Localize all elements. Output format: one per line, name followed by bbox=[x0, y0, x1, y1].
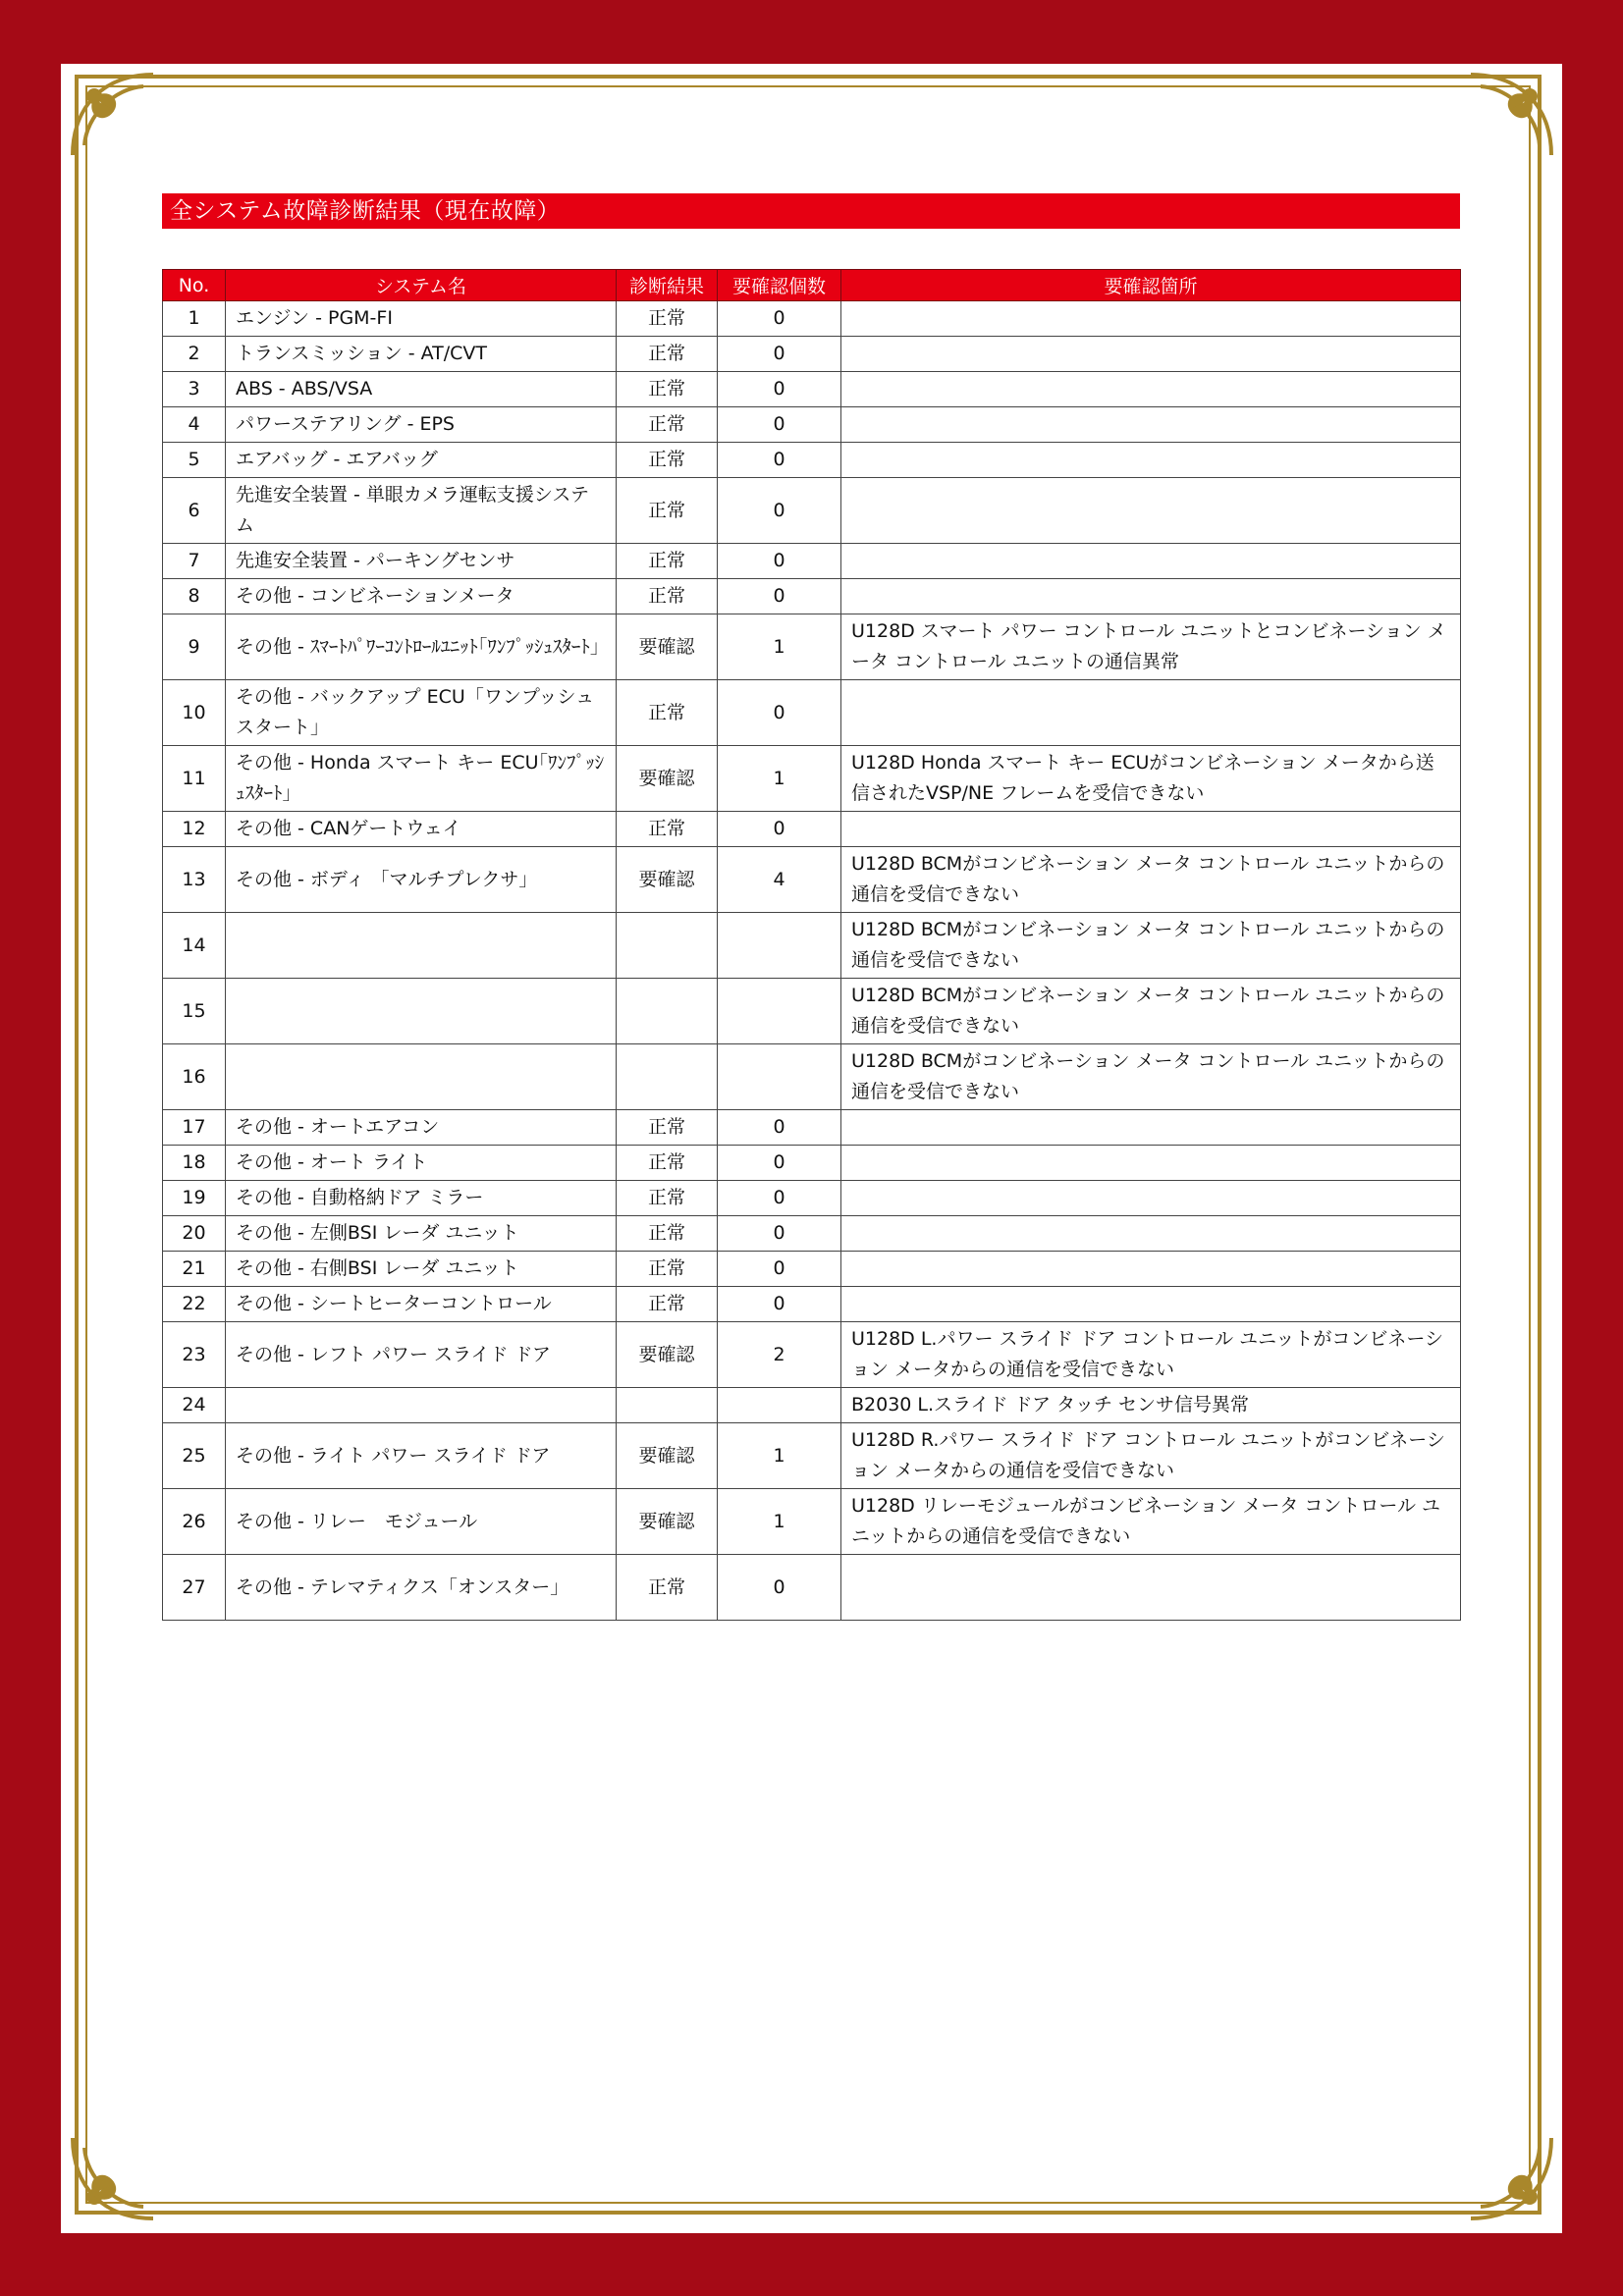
table-row bbox=[163, 680, 1461, 746]
corner-ornament-icon bbox=[1466, 67, 1559, 160]
table-row bbox=[163, 1388, 1461, 1423]
check-count-cell: 2 bbox=[718, 1322, 841, 1388]
diagnosis-result-cell: 正常 bbox=[617, 1252, 718, 1287]
row-number: 4 bbox=[163, 407, 226, 443]
row-number: 6 bbox=[163, 478, 226, 544]
diagnosis-result-cell: 正常 bbox=[617, 680, 718, 746]
check-location-cell: U128D BCMがコンビネーション メータ コントロール ユニットからの通信を受信できない bbox=[841, 913, 1461, 979]
check-count-cell bbox=[718, 1388, 841, 1423]
row-number: 2 bbox=[163, 337, 226, 372]
row-number: 22 bbox=[163, 1287, 226, 1322]
system-name-cell: その他 - 左側BSI レーダ ユニット bbox=[226, 1216, 617, 1252]
table-row bbox=[163, 372, 1461, 407]
diagnosis-table bbox=[162, 269, 1461, 1621]
diagnosis-result-cell: 正常 bbox=[617, 478, 718, 544]
check-count-cell: 1 bbox=[718, 746, 841, 812]
row-number: 9 bbox=[163, 614, 226, 680]
check-count-cell: 0 bbox=[718, 478, 841, 544]
table-row bbox=[163, 913, 1461, 979]
table-row bbox=[163, 1322, 1461, 1388]
check-location-cell bbox=[841, 1216, 1461, 1252]
system-name-cell: その他 - ライト パワー スライド ドア bbox=[226, 1423, 617, 1489]
table-row bbox=[163, 1110, 1461, 1146]
system-name-cell bbox=[226, 913, 617, 979]
row-number: 1 bbox=[163, 301, 226, 337]
system-name-cell: その他 - オートエアコン bbox=[226, 1110, 617, 1146]
check-location-cell: U128D BCMがコンビネーション メータ コントロール ユニットからの通信を受信できない bbox=[841, 847, 1461, 913]
table-row bbox=[163, 443, 1461, 478]
column-header-no: No. bbox=[163, 270, 226, 301]
row-number: 5 bbox=[163, 443, 226, 478]
diagnosis-result-cell: 正常 bbox=[617, 1287, 718, 1322]
check-location-cell bbox=[841, 1181, 1461, 1216]
check-location-cell bbox=[841, 478, 1461, 544]
check-location-cell: U128D リレーモジュールがコンビネーション メータ コントロール ユニットからの通信を受信できない bbox=[841, 1489, 1461, 1555]
diagnosis-result-cell bbox=[617, 979, 718, 1044]
diagnosis-result-cell: 正常 bbox=[617, 544, 718, 579]
row-number: 27 bbox=[163, 1555, 226, 1621]
column-header-location: 要確認箇所 bbox=[841, 270, 1461, 301]
check-location-cell bbox=[841, 1146, 1461, 1181]
diagnosis-result-cell: 正常 bbox=[617, 1181, 718, 1216]
table-row bbox=[163, 1287, 1461, 1322]
check-count-cell: 4 bbox=[718, 847, 841, 913]
table-row bbox=[163, 1216, 1461, 1252]
row-number: 20 bbox=[163, 1216, 226, 1252]
system-name-cell: その他 - オート ライト bbox=[226, 1146, 617, 1181]
table-row bbox=[163, 337, 1461, 372]
system-name-cell: トランスミッション - AT/CVT bbox=[226, 337, 617, 372]
diagnosis-result-cell bbox=[617, 913, 718, 979]
check-location-cell: U128D BCMがコンビネーション メータ コントロール ユニットからの通信を受信できない bbox=[841, 979, 1461, 1044]
diagnosis-result-cell bbox=[617, 1388, 718, 1423]
check-location-cell bbox=[841, 680, 1461, 746]
check-location-cell bbox=[841, 579, 1461, 614]
table-row bbox=[163, 1181, 1461, 1216]
diagnosis-result-cell bbox=[617, 1044, 718, 1110]
check-location-cell bbox=[841, 1252, 1461, 1287]
diagnosis-result-cell: 正常 bbox=[617, 301, 718, 337]
row-number: 7 bbox=[163, 544, 226, 579]
check-location-cell: U128D Honda スマート キー ECUがコンビネーション メータから送信されたVSP/NE フレームを受信できない bbox=[841, 746, 1461, 812]
system-name-cell: その他 - ボディ 「マルチプレクサ」 bbox=[226, 847, 617, 913]
diagnosis-result-cell: 正常 bbox=[617, 372, 718, 407]
table-row bbox=[163, 812, 1461, 847]
corner-ornament-icon bbox=[65, 2133, 158, 2226]
diagnosis-result-cell: 正常 bbox=[617, 337, 718, 372]
check-location-cell: U128D BCMがコンビネーション メータ コントロール ユニットからの通信を受信できない bbox=[841, 1044, 1461, 1110]
system-name-cell: その他 - シートヒーターコントロール bbox=[226, 1287, 617, 1322]
column-header-count: 要確認個数 bbox=[718, 270, 841, 301]
check-location-cell bbox=[841, 443, 1461, 478]
system-name-cell: その他 - テレマティクス「オンスター」 bbox=[226, 1555, 617, 1621]
row-number: 26 bbox=[163, 1489, 226, 1555]
diagnosis-result-cell: 正常 bbox=[617, 1146, 718, 1181]
check-count-cell: 0 bbox=[718, 1181, 841, 1216]
check-count-cell: 0 bbox=[718, 372, 841, 407]
diagnosis-result-cell: 正常 bbox=[617, 1555, 718, 1621]
check-count-cell: 0 bbox=[718, 1555, 841, 1621]
row-number: 21 bbox=[163, 1252, 226, 1287]
row-number: 10 bbox=[163, 680, 226, 746]
table-row bbox=[163, 1555, 1461, 1621]
system-name-cell: その他 - 自動格納ドア ミラー bbox=[226, 1181, 617, 1216]
system-name-cell: その他 - Honda スマート キー ECU｢ﾜﾝﾌﾟｯｼｭｽﾀｰﾄ｣ bbox=[226, 746, 617, 812]
check-count-cell: 0 bbox=[718, 337, 841, 372]
row-number: 3 bbox=[163, 372, 226, 407]
table-row bbox=[163, 1489, 1461, 1555]
diagnosis-result-cell: 要確認 bbox=[617, 1322, 718, 1388]
system-name-cell: その他 - リレー モジュール bbox=[226, 1489, 617, 1555]
check-location-cell bbox=[841, 337, 1461, 372]
system-name-cell: 先進安全装置 - パーキングセンサ bbox=[226, 544, 617, 579]
system-name-cell: その他 - 右側BSI レーダ ユニット bbox=[226, 1252, 617, 1287]
row-number: 16 bbox=[163, 1044, 226, 1110]
check-location-cell: U128D L.パワー スライド ドア コントロール ユニットがコンビネーション メータからの通信を受信できない bbox=[841, 1322, 1461, 1388]
check-count-cell bbox=[718, 979, 841, 1044]
row-number: 14 bbox=[163, 913, 226, 979]
table-row bbox=[163, 614, 1461, 680]
check-count-cell: 0 bbox=[718, 544, 841, 579]
check-count-cell: 0 bbox=[718, 443, 841, 478]
system-name-cell: その他 - バックアップ ECU「ワンプッシュスタート」 bbox=[226, 680, 617, 746]
check-location-cell bbox=[841, 407, 1461, 443]
check-count-cell: 0 bbox=[718, 407, 841, 443]
check-count-cell bbox=[718, 1044, 841, 1110]
diagnosis-result-cell: 正常 bbox=[617, 1216, 718, 1252]
check-location-cell bbox=[841, 812, 1461, 847]
row-number: 8 bbox=[163, 579, 226, 614]
system-name-cell: エアバッグ - エアバッグ bbox=[226, 443, 617, 478]
system-name-cell bbox=[226, 979, 617, 1044]
system-name-cell: その他 - ｽﾏｰﾄﾊﾟﾜｰｺﾝﾄﾛｰﾙﾕﾆｯﾄ｢ﾜﾝﾌﾟｯｼｭｽﾀｰﾄ｣ bbox=[226, 614, 617, 680]
check-location-cell bbox=[841, 1110, 1461, 1146]
system-name-cell bbox=[226, 1044, 617, 1110]
table-row bbox=[163, 301, 1461, 337]
row-number: 18 bbox=[163, 1146, 226, 1181]
check-count-cell: 0 bbox=[718, 1287, 841, 1322]
table-row bbox=[163, 1423, 1461, 1489]
table-row bbox=[163, 847, 1461, 913]
table-row bbox=[163, 407, 1461, 443]
diagnosis-result-cell: 要確認 bbox=[617, 1489, 718, 1555]
table-row bbox=[163, 1252, 1461, 1287]
diagnosis-result-cell: 正常 bbox=[617, 812, 718, 847]
row-number: 11 bbox=[163, 746, 226, 812]
check-count-cell: 1 bbox=[718, 1423, 841, 1489]
diagnosis-result-cell: 正常 bbox=[617, 443, 718, 478]
table-row bbox=[163, 544, 1461, 579]
row-number: 13 bbox=[163, 847, 226, 913]
check-count-cell: 0 bbox=[718, 1252, 841, 1287]
table-row bbox=[163, 579, 1461, 614]
row-number: 17 bbox=[163, 1110, 226, 1146]
system-name-cell: パワーステアリング - EPS bbox=[226, 407, 617, 443]
diagnosis-result-cell: 要確認 bbox=[617, 1423, 718, 1489]
table-row bbox=[163, 979, 1461, 1044]
check-count-cell: 0 bbox=[718, 1146, 841, 1181]
system-name-cell: エンジン - PGM-FI bbox=[226, 301, 617, 337]
system-name-cell: ABS - ABS/VSA bbox=[226, 372, 617, 407]
check-count-cell: 1 bbox=[718, 1489, 841, 1555]
check-count-cell: 0 bbox=[718, 1110, 841, 1146]
system-name-cell: その他 - コンビネーションメータ bbox=[226, 579, 617, 614]
row-number: 25 bbox=[163, 1423, 226, 1489]
system-name-cell: その他 - CANゲートウェイ bbox=[226, 812, 617, 847]
system-name-cell: 先進安全装置 - 単眼カメラ運転支援システム bbox=[226, 478, 617, 544]
system-name-cell bbox=[226, 1388, 617, 1423]
page-title: 全システム故障診断結果（現在故障） bbox=[162, 193, 1460, 229]
corner-ornament-icon bbox=[1466, 2133, 1559, 2226]
check-count-cell: 0 bbox=[718, 579, 841, 614]
check-count-cell: 0 bbox=[718, 680, 841, 746]
row-number: 23 bbox=[163, 1322, 226, 1388]
column-header-system: システム名 bbox=[226, 270, 617, 301]
row-number: 15 bbox=[163, 979, 226, 1044]
check-location-cell bbox=[841, 544, 1461, 579]
check-location-cell: B2030 L.スライド ドア タッチ センサ信号異常 bbox=[841, 1388, 1461, 1423]
check-count-cell: 0 bbox=[718, 812, 841, 847]
row-number: 12 bbox=[163, 812, 226, 847]
check-location-cell bbox=[841, 1555, 1461, 1621]
check-location-cell bbox=[841, 301, 1461, 337]
check-location-cell: U128D スマート パワー コントロール ユニットとコンビネーション メータ コントロール ユニットの通信異常 bbox=[841, 614, 1461, 680]
table-row bbox=[163, 1044, 1461, 1110]
table-row bbox=[163, 746, 1461, 812]
system-name-cell: その他 - レフト パワー スライド ドア bbox=[226, 1322, 617, 1388]
corner-ornament-icon bbox=[65, 67, 158, 160]
check-location-cell: U128D R.パワー スライド ドア コントロール ユニットがコンビネーション メータからの通信を受信できない bbox=[841, 1423, 1461, 1489]
row-number: 19 bbox=[163, 1181, 226, 1216]
column-header-result: 診断結果 bbox=[617, 270, 718, 301]
diagnosis-result-cell: 要確認 bbox=[617, 614, 718, 680]
check-count-cell bbox=[718, 913, 841, 979]
diagnosis-result-cell: 正常 bbox=[617, 579, 718, 614]
table-row bbox=[163, 1146, 1461, 1181]
row-number: 24 bbox=[163, 1388, 226, 1423]
diagnosis-result-cell: 要確認 bbox=[617, 746, 718, 812]
check-location-cell bbox=[841, 1287, 1461, 1322]
check-location-cell bbox=[841, 372, 1461, 407]
check-count-cell: 0 bbox=[718, 1216, 841, 1252]
diagnosis-result-cell: 要確認 bbox=[617, 847, 718, 913]
table-header-row bbox=[163, 270, 1461, 301]
check-count-cell: 1 bbox=[718, 614, 841, 680]
diagnosis-result-cell: 正常 bbox=[617, 407, 718, 443]
check-count-cell: 0 bbox=[718, 301, 841, 337]
diagnosis-result-cell: 正常 bbox=[617, 1110, 718, 1146]
table-row bbox=[163, 478, 1461, 544]
